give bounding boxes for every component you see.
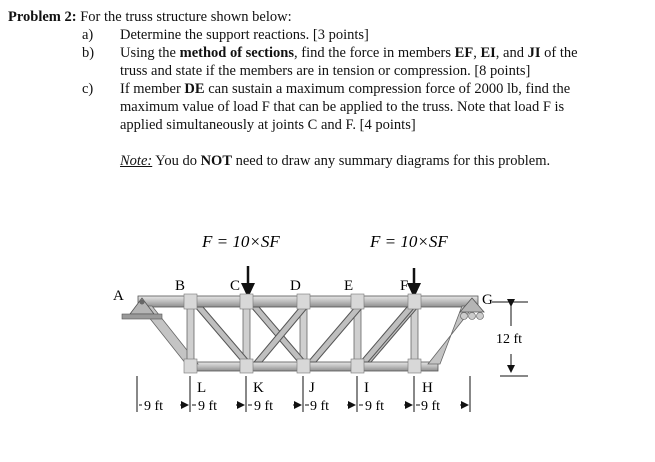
joint-label-c: C xyxy=(230,278,241,294)
height-label: 12 ft xyxy=(496,332,523,347)
part-a-text: Determine the support reactions. [3 points] xyxy=(120,27,369,43)
part-c-line3: applied simultaneously at joints C and F. [4 points] xyxy=(120,117,416,133)
part-c-label: c) xyxy=(82,81,94,97)
joint-label-d: D xyxy=(290,278,301,294)
spacing-label-4: 9 ft xyxy=(310,399,330,414)
part-c-line1: If member DE can sustain a maximum compression force of 2000 lb, find the xyxy=(120,81,571,97)
load-arrow-f xyxy=(407,268,421,298)
joint-label-l: L xyxy=(197,380,207,396)
joint-label-h: H xyxy=(422,380,433,396)
joint-label-j: J xyxy=(309,380,315,396)
part-b-line2: truss and state if the members are in tension or compression. [8 points] xyxy=(120,63,531,79)
joint-label-k: K xyxy=(253,380,264,396)
part-a-label: a) xyxy=(82,27,94,43)
joint-label-b: B xyxy=(175,278,186,294)
load-arrow-c xyxy=(241,266,255,298)
spacing-label-6: 9 ft xyxy=(421,399,441,414)
spacing-label-3: 9 ft xyxy=(254,399,274,414)
load-label-right: F = 10×SF xyxy=(370,232,448,251)
load-label-left: F = 10×SF xyxy=(202,232,280,251)
spacing-label-1: 9 ft xyxy=(144,399,164,414)
problem-heading: Problem 2: xyxy=(8,9,77,25)
spacing-label-5: 9 ft xyxy=(365,399,385,414)
joint-label-a: A xyxy=(113,288,124,304)
joint-label-g: G xyxy=(482,292,493,308)
joint-label-f: F xyxy=(400,278,409,294)
part-b-line1: Using the method of sections, find the force in members EF, EI, and JI of the xyxy=(120,45,578,61)
spacing-label-2: 9 ft xyxy=(198,399,218,414)
joint-label-e: E xyxy=(344,278,354,294)
note: Note: You do NOT need to draw any summary diagrams for this problem. xyxy=(120,153,551,169)
bottom-chord xyxy=(188,362,438,371)
part-b-label: b) xyxy=(82,45,95,61)
joint-label-i: I xyxy=(364,380,369,396)
problem-intro: For the truss structure shown below: xyxy=(80,9,292,25)
part-c-line2: maximum value of load F that can be applied to the truss. Note that load F is xyxy=(120,99,565,115)
